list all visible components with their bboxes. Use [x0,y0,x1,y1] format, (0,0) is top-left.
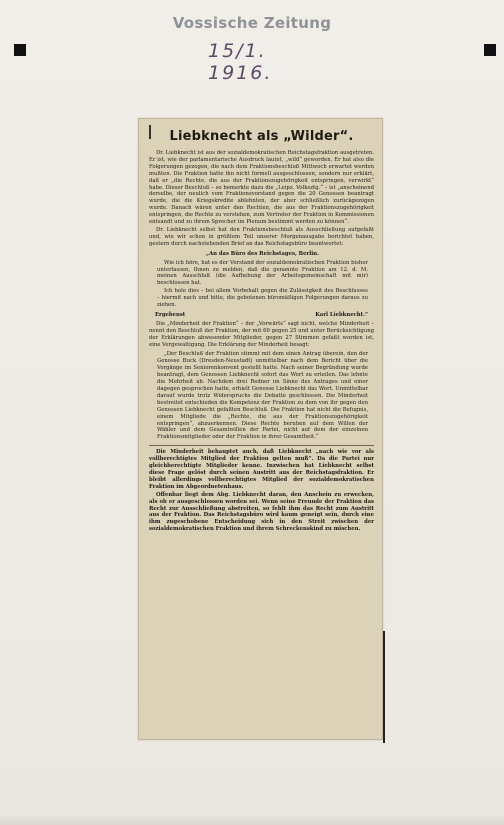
minority-statement-text: „Der Beschluß der Fraktion stimmt mit dem einen Antrag überein, den der Genosse Buck (Dresden-Neustadt) unmittelbar nach dem Bericht über die Vorgänge im Seniorenkonvent gestellt hatte. Nach seiner Begründung wurde beantragt, dem Genossen Liebknecht sofort das Wort zu erteilen. Das lehnte die Mehrheit ab. Nachdem drei Redner im Sinne des Antrages und einer dagegen gesprochen hatte, erhielt Genosse Liebknecht das Wort. Unmittelbar darauf wurde trotz Widerspruchs die Debatte geschlossen. Die Minderheit bestreitet entschieden die Kompetenz der Fraktion zu dem von ihr gegen den Genossen Liebknecht gefaßten Beschluß. Die Fraktion hat nicht die Befugnis, einem Mitgliede die „Rechte, die aus der Fraktionszugehörigkeit entspringen“, abzuerkennen. Diese Rechte beruhen auf dem Willen der Wähler und dem Gesamtwillen der Partei, nicht auf dem der einzelnen Fraktionsmitglieder oder der Fraktion in ihrer Gesamtheit.“ [157,351,368,441]
section-divider [149,445,374,446]
article [139,119,382,533]
handwritten-date: 15/1. 1916. [208,40,273,84]
closing-paragraph: Offenbar liegt dem Abg. Liebknecht daran, den Anschein zu erwecken, als ob er ausgeschlossen worden sei. Wenn seine Freunde der Fraktion das Recht zur Ausschließung abstreiten, so fehlt ihm das Recht zum Austritt aus der Fraktion. Das Reichstagsbüro wird kaum geneigt sein, durch eine ihm zugeschobene Entscheidung sich in den Streit zwischen der sozialdemokratischen Fraktion und ihrem Schreckenskind zu mischen. [149,491,374,533]
mount-corner-right [484,44,496,56]
letter-signoff [149,312,374,319]
letter-signature: Karl Liebknecht.“ [315,311,368,318]
intro-paragraph: Dr. Liebknecht ist aus der sozialdemokratischen Reichstagsfraktion ausgetreten. Er ist, wie der parlamentarische Ausdruck lautet, „wild“ geworden. Er hat also die Folgerungen gezogen, die nach dem Fraktionsbeschluß Mittwoch erwartet werden mußten. Die Fraktion hatte ihn nicht formell ausgeschlossen, sondern nur erklärt, daß er „die Rechte, die aus der Fraktionszugehörigkeit entspringen, verwirkt“ habe. Dieser Beschluß – so bemerkte dazu die „Leipz. Volksztg.“ – ist „anscheinend derselbe, der neulich vom Fraktionsvorstand gegen die 20 Genossen beantragt wurde, die die Kriegskredite ablehnten, der aber schließlich zurückgezogen wurde. Danach wären unter den Rechten, die aus der Fraktionszugehörigkeit entspringen, die Rechte zu verstehen, zum Vertreter der Fraktion in Kommissionen entsandt und zu ihrem Sprecher im Plenum bestimmt werden zu können“. [149,150,374,226]
letter-block [149,251,374,309]
newspaper-stamp: Vossische Zeitung [172,14,332,32]
sheet-bottom-edge [0,815,504,825]
article-headline: Liebknecht als „Wilder“. [169,129,354,144]
minority-paragraph: Die „Minderheit der Fraktion“ – der „Vorwärts“ sagt nicht, welche Minderheit – nennt den Beschluß der Fraktion, der mit 60 gegen 25 und unter Berücksichtigung der Erklärungen abwesender Mitglieder, gegen 27 Stimmen gefaßt worden ist, eine Vergewaltigung. Die Erklärung der Minderheit besagt: [149,320,374,348]
letter-paragraph: Ich hole dies – bei allem Vorbehalt gegen die Zulässigkeit des Beschlusses – hiermit nach und bitte, die gebotenen büromäßigen Folgerungen daraus zu ziehen. [157,288,368,309]
letter-title: „An das Büro des Reichstages, Berlin. [205,250,320,257]
newspaper-clipping [138,118,383,740]
minority-statement [149,351,374,441]
letter-paragraph: Wie ich höre, hat es der Vorstand der sozialdemokratischen Fraktion bisher unterlassen, Ihnen zu melden, daß die genannte Fraktion am 12. d. M. meinen Ausschluß (die Aufhebung der Arbeitsgemeinschaft mit mir) beschlossen hat. [157,259,368,287]
note-paragraph: Die Minderheit behauptet auch, daß Liebknecht „nach wie vor als vollberechtigtes Mitglied der Fraktion gelten muß“. Da die Partei nur gleichberechtigte Mitglieder kenne. Inzwischen hat Liebknecht selbst diese Frage gelöst durch seinen Austritt aus der Reichstagsfraktion. Er bleibt allerdings vollberechtigtes Mitglied der sozialdemokratischen Fraktion im Abgeordnetenhaus. [149,449,374,490]
letter-closing: Ergebenst [155,311,186,318]
clipping-edge-mark [383,631,385,743]
clipping-bracket [149,125,151,139]
mount-corner-left [14,44,26,56]
intro-paragraph: Dr. Liebknecht selbst hat den Fraktionsbeschluß als Ausschließung aufgefaßt und, wie wir schon in größtem Teil unserer Morgenausgabe berichtet haben, gestern durch nachstehenden Brief an das Reichstagsbüro beantwortet: [149,226,374,247]
